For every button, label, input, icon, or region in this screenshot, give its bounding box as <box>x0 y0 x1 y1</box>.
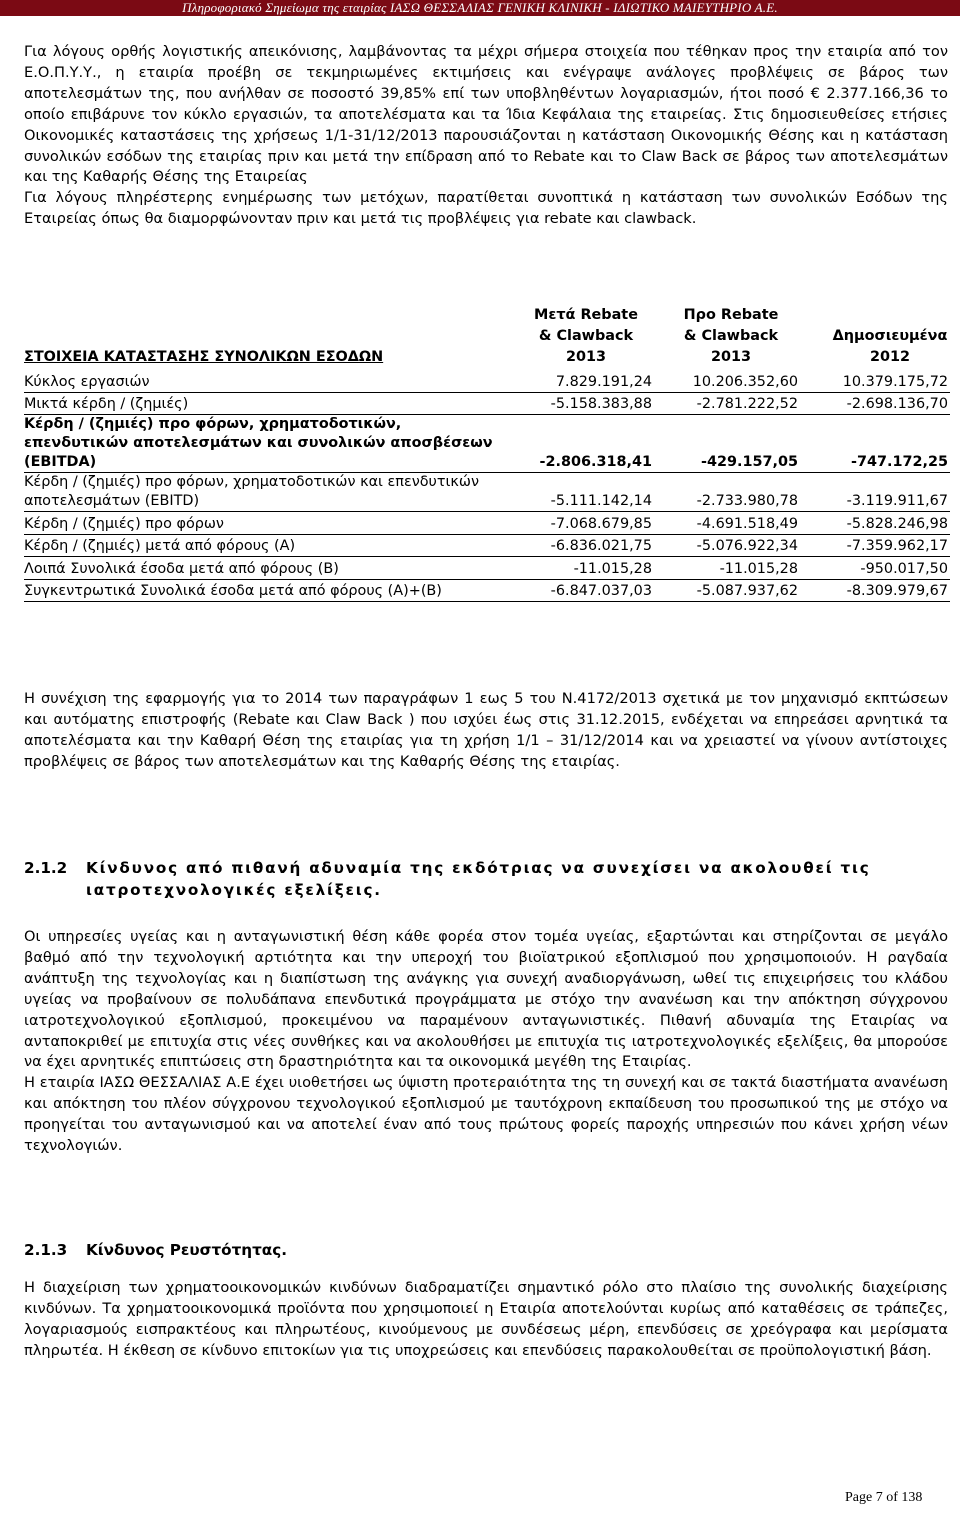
row-label: Συγκεντρωτικά Συνολικά έσοδα μετά από φόρους (Α)+(Β) <box>24 579 504 602</box>
table-row <box>24 415 950 473</box>
table-row <box>24 370 950 392</box>
table-row <box>24 534 950 557</box>
row-value-published: -7.359.962,17 <box>800 534 950 557</box>
row-label: Κέρδη / (ζημιές) προ φόρων <box>24 512 504 535</box>
document-header <box>0 0 960 16</box>
row-value-before-rebate: -2.733.980,78 <box>654 473 800 512</box>
row-value-published: -950.017,50 <box>800 557 950 580</box>
intro-text-1: Για λόγους ορθής λογιστικής απεικόνισης, λαμβάνοντας τα μέχρι σήμερα στοιχεία που τέθηκαν προς την εταιρία από τον Ε.Ο.Π.Υ.Υ., η εταιρία προέβη σε τεκμηριωμένες εκτιμήσεις και ενέγραψε ανάλογες προβλέψεις σε βάρος των αποτελεσμάτων της, που ανήλθαν σε ποσοστό 39,85% επί των υποβληθέντων λογαριασμών, ήτοι ποσό € 2.377.166,36 το οποίο επιβάρυνε τον κύκλο εργασιών, τα αποτελέσματα και τα Ίδια Κεφάλαια της εταιρείας. <box>24 43 948 123</box>
income-statement-table <box>24 305 950 602</box>
row-label: Κέρδη / (ζημιές) προ φόρων, χρηματοδοτικών, επενδυτικών αποτελεσμάτων και συνολικών αποσβέσεων (EBITDA) <box>24 415 504 473</box>
row-value-before-rebate: -11.015,28 <box>654 557 800 580</box>
header-label: ΣΤΟΙΧΕΙΑ ΚΑΤΑΣΤΑΣΗΣ ΣΥΝΟΛΙΚΩΝ ΕΣΟΔΩΝ <box>24 349 384 365</box>
row-value-before-rebate: 10.206.352,60 <box>654 370 800 392</box>
section-2-1-2-paragraph-2: Η εταιρία ΙΑΣΩ ΘΕΣΣΑΛΙΑΣ Α.Ε έχει υιοθετήσει ως ύψιστη προτεραιότητα της τη συνεχή και σε τακτά διαστήματα ανανέωση και απόκτηση του πλέον σύγχρονου τεχνολογικού εξοπλισμού με ταυτόχρονη εκπαίδευση του προσωπικού της με στόχο να προηγείται του ανταγωνισμού και να αποτελεί έναν από τους πρώτους φορείς παροχής υπηρεσιών που κάνει χρήση νέων τεχνολογιών. <box>24 1074 948 1155</box>
row-label: Μικτά κέρδη / (ζημιές) <box>24 392 504 415</box>
continuation-paragraph: Η συνέχιση της εφαρμογής για το 2014 των παραγράφων 1 εως 5 του Ν.4172/2013 σχετικά με τον μηχανισμό εκπτώσεων και αυτόματης επιστροφής (Rebate και Claw Back ) που ισχύει έως στις 31.12.2015, ενδέχεται να επηρεάσει αρνητικά τα αποτελέσματα και την Καθαρή Θέση της εταιρίας για τη χρήση 1/1 – 31/12/2014 και να χρειαστεί να γίνουν αντίστοιχες προβλέψεις σε βάρος των αποτελεσμάτων και της Καθαρής Θέσης της εταιρίας. <box>24 690 948 770</box>
table-row <box>24 473 950 512</box>
section-2-1-3-heading <box>24 1239 948 1261</box>
row-label: Κέρδη / (ζημιές) μετά από φόρους (Α) <box>24 534 504 557</box>
continuation-section <box>24 689 948 773</box>
header-published: Δημοσιευμένα 2012 <box>832 328 948 365</box>
section-2-1-2-number: 2.1.2 <box>24 859 68 877</box>
table-header-row <box>24 305 950 370</box>
section-2-1-3 <box>24 1239 948 1362</box>
row-value-before-rebate: -429.157,05 <box>654 415 800 473</box>
section-2-1-3-title: Κίνδυνος Ρευστότητας. <box>86 1241 287 1259</box>
table-row <box>24 579 950 602</box>
header-title: Πληροφοριακό Σημείωμα της εταιρίας ΙΑΣΩ ΘΕΣΣΑΛΙΑΣ ΓΕΝΙΚΗ ΚΛΙΝΙΚΗ - ΙΔΙΩΤΙΚΟ ΜΑΙΕΥΤΗΡΙΟ Α.Ε. <box>182 0 778 15</box>
table-row <box>24 392 950 415</box>
row-value-before-rebate: -5.076.922,34 <box>654 534 800 557</box>
section-2-1-2-paragraph-1: Οι υπηρεσίες υγείας και η ανταγωνιστική θέση κάθε φορέα στον τομέα υγείας, εξαρτώνται και στηρίζονται σε μεγάλο βαθμό από την τεχνολογική αρτιότητα και την υπεροχή του βιοϊατρικού εξοπλισμού που χρησιμοποιούν. Η ραγδαία ανάπτυξη της τεχνολογίας και η διαπίστωση της ανάγκης για συνεχή αναδιοργάνωση, ωθεί τις επιχειρήσεις του κλάδου υγείας να προβαίνουν σε πολυδάπανα επενδυτικά προγράμματα με στόχο την ανανέωση και την απόκτηση σύγχρονου ιατροτεχνολογικού εξοπλισμού, προκειμένου να παραμένουν ανταγωνιστικές. Πιθανή αδυναμία της Εταιρίας να ανταποκριθεί με επιτυχία στις νέες συνθήκες και να ακολουθήσει με επιτυχία τις ιατροτεχνολογικές εξελίξεις, θα μπορούσε να έχει αρνητικές επιπτώσεις στη δραστηριότητα και τα οικονομικά μεγέθη της Εταιρίας. <box>24 928 948 1071</box>
row-value-published: -5.828.246,98 <box>800 512 950 535</box>
table-row <box>24 557 950 580</box>
section-2-1-3-paragraph: Η διαχείριση των χρηματοοικονομικών κινδύνων διαδραματίζει σημαντικό ρόλο στο πλαίσιο της συνολικής διαχείρισης κινδύνων. Τα χρηματοοικονομικά προϊόντα που χρησιμοποιεί η Εταιρία αποτελούνται κυρίως από καταθέσεις σε τράπεζες, λογαριασμούς εισπρακτέους και πληρωτέους, κινούμενους με συνδέσεως μέρη, επενδύσεις σε χρεόγραφα και μερίσματα πληρωτέα. Η έκθεση σε κίνδυνο επιτοκίων για τις υποχρεώσεις και επενδύσεις παρακολουθείται σε προϋπολογιστική βάση. <box>24 1279 948 1359</box>
section-2-1-2-heading <box>24 857 948 901</box>
page-number: Page 7 of 138 <box>845 1490 923 1505</box>
row-value-published: -8.309.979,67 <box>800 579 950 602</box>
intro-text-2: Στις δημοσιευθείσες ετήσιες Οικονομικές καταστάσεις της χρήσεως 1/1-31/12/2013 παρουσιάζονται η κατάσταση Οικονομικής Θέσης και η κατάσταση συνολικών εσόδων της εταιρίας πριν και μετά την επίδραση από το Rebate και το Claw Back σε βάρος των αποτελεσμάτων και της Καθαρής Θέσης της Εταιρείας <box>24 105 948 186</box>
row-value-published: -2.698.136,70 <box>800 392 950 415</box>
row-value-after-rebate: -2.806.318,41 <box>504 415 654 473</box>
header-before-rebate: Προ Rebate & Clawback 2013 <box>683 307 779 365</box>
row-value-after-rebate: -6.836.021,75 <box>504 534 654 557</box>
row-value-after-rebate: 7.829.191,24 <box>504 370 654 392</box>
row-value-published: 10.379.175,72 <box>800 370 950 392</box>
header-after-rebate: Μετά Rebate & Clawback 2013 <box>534 307 638 365</box>
row-value-before-rebate: -2.781.222,52 <box>654 392 800 415</box>
intro-paragraph <box>24 42 948 188</box>
row-label: Λοιπά Συνολικά έσοδα μετά από φόρους (Β) <box>24 557 504 580</box>
row-label: Κέρδη / (ζημιές) προ φόρων, χρηματοδοτικών και επενδυτικών αποτελεσμάτων (EBITD) <box>24 473 504 512</box>
row-label: Κύκλος εργασιών <box>24 370 504 392</box>
row-value-published: -747.172,25 <box>800 415 950 473</box>
intro-text-3: Για λόγους πληρέστερης ενημέρωσης των μετόχων, παρατίθεται συνοπτικά η κατάσταση των συνολικών Εσόδων της Εταιρείας όπως θα διαμορφώνονταν πριν και μετά τις προβλέψεις για rebate και clawback. <box>24 189 948 228</box>
row-value-after-rebate: -7.068.679,85 <box>504 512 654 535</box>
row-value-after-rebate: -5.158.383,88 <box>504 392 654 415</box>
row-value-after-rebate: -6.847.037,03 <box>504 579 654 602</box>
section-2-1-2 <box>24 857 948 1157</box>
row-value-published: -3.119.911,67 <box>800 473 950 512</box>
row-value-before-rebate: -5.087.937,62 <box>654 579 800 602</box>
row-value-after-rebate: -11.015,28 <box>504 557 654 580</box>
row-value-after-rebate: -5.111.142,14 <box>504 473 654 512</box>
section-2-1-3-number: 2.1.3 <box>24 1241 68 1259</box>
row-value-before-rebate: -4.691.518,49 <box>654 512 800 535</box>
intro-section <box>24 42 948 230</box>
section-2-1-2-title: Κίνδυνος από πιθανή αδυναμία της εκδότριας να συνεχίσει να ακολουθεί τις ιατροτεχνολογικές εξελίξεις. <box>86 859 871 899</box>
table-row <box>24 512 950 535</box>
intro-paragraph-2 <box>24 188 948 230</box>
